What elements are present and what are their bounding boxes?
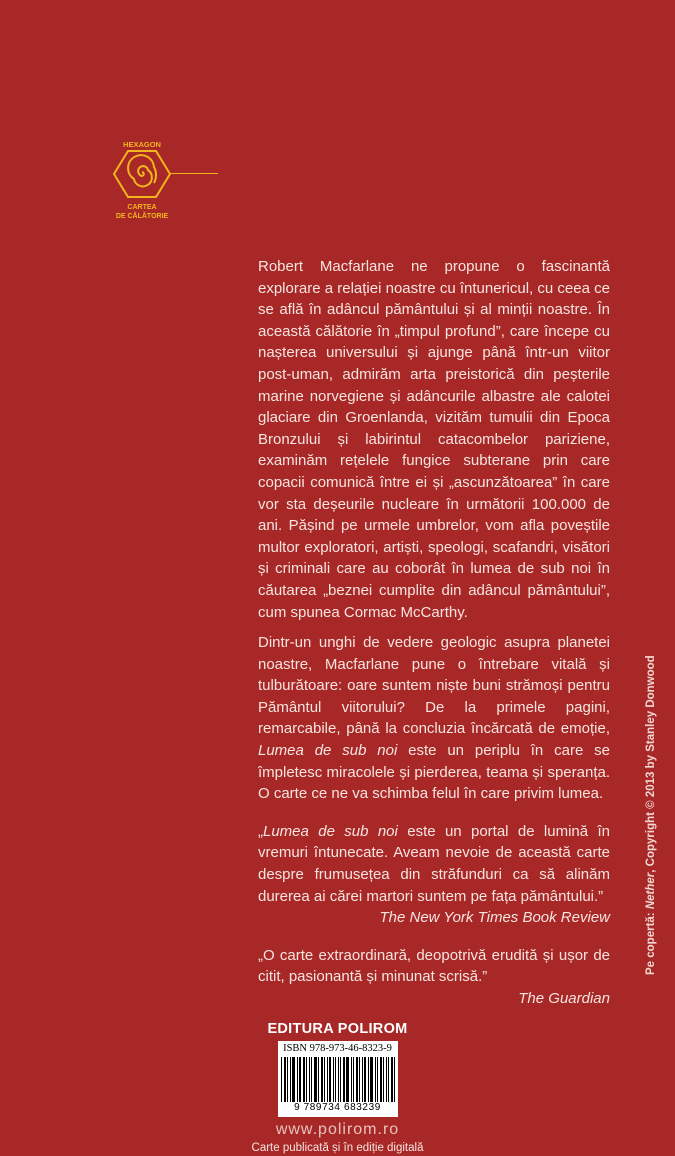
barcode-bar <box>284 1057 286 1102</box>
barcode-bar <box>377 1057 378 1102</box>
quote-source: The New York Times Book Review <box>379 909 610 927</box>
barcode-bar <box>327 1057 328 1102</box>
quote-text: „O carte extraordinară, deopotrivă erudită și ușor de citit, pasionantă și minunat scrisă.” <box>258 946 610 986</box>
barcode-bar <box>299 1057 301 1102</box>
barcode-bar <box>335 1057 336 1102</box>
p2-text-rest: este un periplu în care se împletesc miracolele și pierderea, teama și speranța. O carte ce ne va schimba felul în care privim lumea. <box>258 742 610 803</box>
publisher-name: EDITURA POLIROM <box>267 1020 408 1037</box>
barcode-bar <box>346 1057 349 1102</box>
description-paragraph-1: Robert Macfarlane ne propune o fascinantă explorare a relației noastre cu întunericul, cu ceea ce se află în adâncul pământului și al minții noastre. În această călătorie în „timpul profund”, care începe cu nașterea universului și ajunge până într-un viitor post-uman, admirăm arta preistorică din peșterile marine norvegiene și adâncurile albastre ale calotei glaciare din Groenlanda, vizităm tumulii din Epoca Bronzului și labirintul catacombelor pariziene, examinăm rețelele fungice subterane prin care copacii comunică între ei și „ascunzătoarea” în care vor sta deșeurile nucleare în următorii 100.000 de ani. Pășind pe urmele umbrelor, vom afla poveștile multor exploratori, artiști, speologi, scafandri, visători și criminali care au coborât în lumea de sub noi în căutarea „beznei cumplite din adâncul pământului”, cum spunea Cormac McCarthy. <box>258 258 610 621</box>
isbn-text: ISBN 978-973-46-8323-9 <box>283 1042 392 1054</box>
cover-credit <box>645 655 657 975</box>
barcode-bar <box>359 1057 360 1102</box>
barcode-bar <box>368 1057 369 1102</box>
barcode-bar <box>290 1057 291 1102</box>
logo-bottom-text-1: CARTEA <box>127 204 157 211</box>
barcode-bar <box>351 1057 352 1102</box>
barcode-bar <box>338 1057 339 1102</box>
quote-text: este un portal de lumină în vremuri întunecate. Aveam nevoie de această carte despre frumusețea din străfunduri ca să alinăm durerea ai cărei martori suntem pe fața pământului.” <box>258 822 610 905</box>
barcode-bar <box>333 1057 334 1102</box>
barcode-bar <box>303 1057 305 1102</box>
logo-line <box>170 173 218 174</box>
credit-suffix: , Copyright © 2013 by Stanley Donwood <box>645 655 657 873</box>
barcode-bar <box>309 1057 310 1102</box>
logo-top-text: HEXAGON <box>123 140 161 149</box>
barcode-bar <box>318 1057 319 1102</box>
barcode-bar <box>362 1057 363 1102</box>
barcode-bar <box>383 1057 384 1102</box>
barcode-bar <box>370 1057 373 1102</box>
back-cover-content <box>0 256 675 1156</box>
barcode-digits: 9 789734 683239 <box>294 1101 381 1113</box>
barcode-bar <box>281 1057 282 1102</box>
barcode-bar <box>388 1057 389 1102</box>
publisher-block <box>0 1020 675 1156</box>
quote-source: The Guardian <box>518 990 610 1007</box>
barcode-bar <box>353 1057 354 1102</box>
barcode-bar <box>329 1057 331 1102</box>
barcode-bar <box>321 1057 323 1102</box>
quote-book-title: Lumea de sub noi <box>263 822 398 840</box>
description-paragraph-2 <box>258 632 610 805</box>
barcode-bar <box>297 1057 298 1102</box>
barcode-bar <box>356 1057 358 1102</box>
p2-text: Dintr-un unghi de vedere geologic asupra planetei noastre, Macfarlane pune o întrebare vitală și tulburătoare: oare suntem niște buni strămoși pentru Pământul viitorului? De la primele pagini, remarcabile, până la concluzia încărcată de emoție, <box>258 634 610 738</box>
logo-bottom-text-2: DE CĂLĂTORIE <box>115 213 169 220</box>
barcode-bars <box>281 1057 395 1102</box>
barcode-bar <box>287 1057 288 1102</box>
barcode-bar <box>343 1057 345 1102</box>
review-quote-1 <box>258 821 610 929</box>
barcode-bar <box>394 1057 395 1102</box>
barcode-bar <box>311 1057 312 1102</box>
barcode-bar <box>386 1057 387 1102</box>
website-link[interactable]: www.polirom.ro <box>275 1120 400 1138</box>
credit-prefix: Pe copertă: <box>645 909 657 975</box>
barcode-bar <box>380 1057 382 1102</box>
barcode-bar <box>391 1057 393 1102</box>
barcode-bar <box>306 1057 307 1102</box>
barcode-bar <box>375 1057 376 1102</box>
barcode-bar <box>364 1057 366 1102</box>
hexagon-logo <box>112 138 172 238</box>
isbn-barcode <box>278 1041 398 1117</box>
quote-open: „ <box>258 822 263 840</box>
p2-book-title: Lumea de sub noi <box>258 742 398 760</box>
barcode-bar <box>324 1057 325 1102</box>
barcode-bar <box>292 1057 295 1102</box>
credit-title: Nether <box>645 872 657 910</box>
barcode-bar <box>314 1057 317 1102</box>
barcode-bar <box>340 1057 341 1102</box>
digital-edition-note: Carte publicată și în ediție digitală <box>251 1141 424 1154</box>
